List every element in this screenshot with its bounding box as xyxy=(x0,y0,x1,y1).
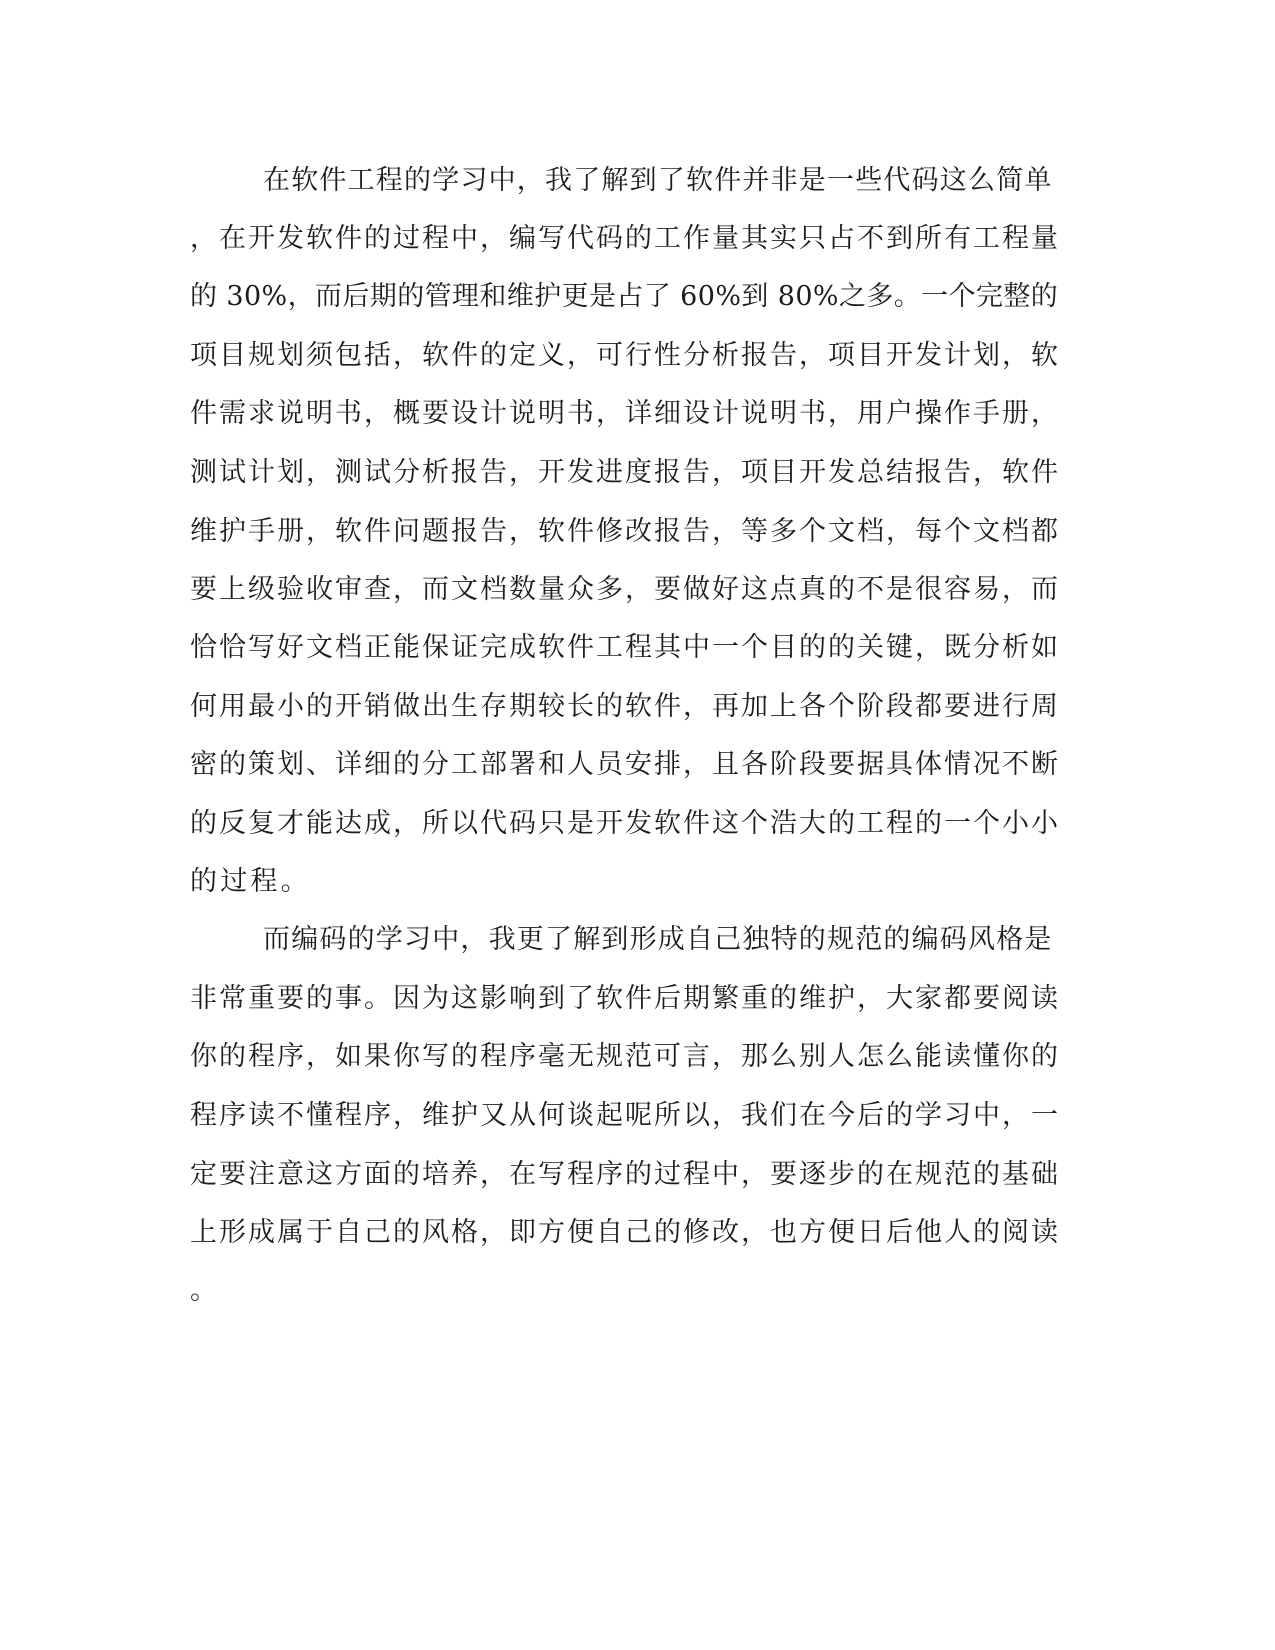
paragraph-1-line-9: 恰恰写好文档正能保证完成软件工程其中一个目的的关键，既分析如 xyxy=(190,632,1060,663)
paragraph-1-line-13: 的过程。 xyxy=(190,866,311,897)
paragraph-1-line-12: 的反复才能达成，所以代码只是开发软件这个浩大的工程的一个小小 xyxy=(190,808,1060,839)
paragraph-1-line-3: 的 30%，而后期的管理和维护更是占了 60%到 80%之多。一个完整的 xyxy=(190,281,1059,312)
paragraph-2-line-6: 上形成属于自己的风格，即方便自己的修改，也方便日后他人的阅读 xyxy=(190,1217,1060,1248)
paragraph-1-line-2: ，在开发软件的过程中，编写代码的工作量其实只占不到所有工程量 xyxy=(190,223,1060,254)
paragraph-1-line-7: 维护手册，软件问题报告，软件修改报告，等多个文档，每个文档都 xyxy=(190,516,1060,547)
paragraph-1-line-11: 密的策划、详细的分工部署和人员安排，且各阶段要据具体情况不断 xyxy=(190,749,1060,780)
paragraph-2-line-5: 定要注意这方面的培养，在写程序的过程中，要逐步的在规范的基础 xyxy=(190,1159,1060,1190)
paragraph-1-line-1: 在软件工程的学习中，我了解到了软件并非是一些代码这么简单 xyxy=(263,165,1053,196)
paragraph-1-line-8: 要上级验收审查，而文档数量众多，要做好这点真的不是很容易，而 xyxy=(190,574,1060,605)
paragraph-2-line-4: 程序读不懂程序，维护又从何谈起呢所以，我们在今后的学习中，一 xyxy=(190,1100,1060,1131)
paragraph-1-line-5: 件需求说明书，概要设计说明书，详细设计说明书，用户操作手册， xyxy=(190,398,1060,429)
paragraph-2-line-7: 。 xyxy=(190,1275,221,1306)
paragraph-2-line-2: 非常重要的事。因为这影响到了软件后期繁重的维护，大家都要阅读 xyxy=(190,983,1060,1014)
paragraph-2-line-1: 而编码的学习中，我更了解到形成自己独特的规范的编码风格是 xyxy=(263,924,1053,955)
paragraph-1-line-4: 项目规划须包括，软件的定义，可行性分析报告，项目开发计划，软 xyxy=(190,340,1060,371)
paragraph-2-line-3: 你的程序，如果你写的程序毫无规范可言，那么别人怎么能读懂你的 xyxy=(190,1041,1060,1072)
paragraph-1-line-10: 何用最小的开销做出生存期较长的软件，再加上各个阶段都要进行周 xyxy=(190,691,1060,722)
paragraph-1-line-6: 测试计划，测试分析报告，开发进度报告，项目开发总结报告，软件 xyxy=(190,457,1060,488)
